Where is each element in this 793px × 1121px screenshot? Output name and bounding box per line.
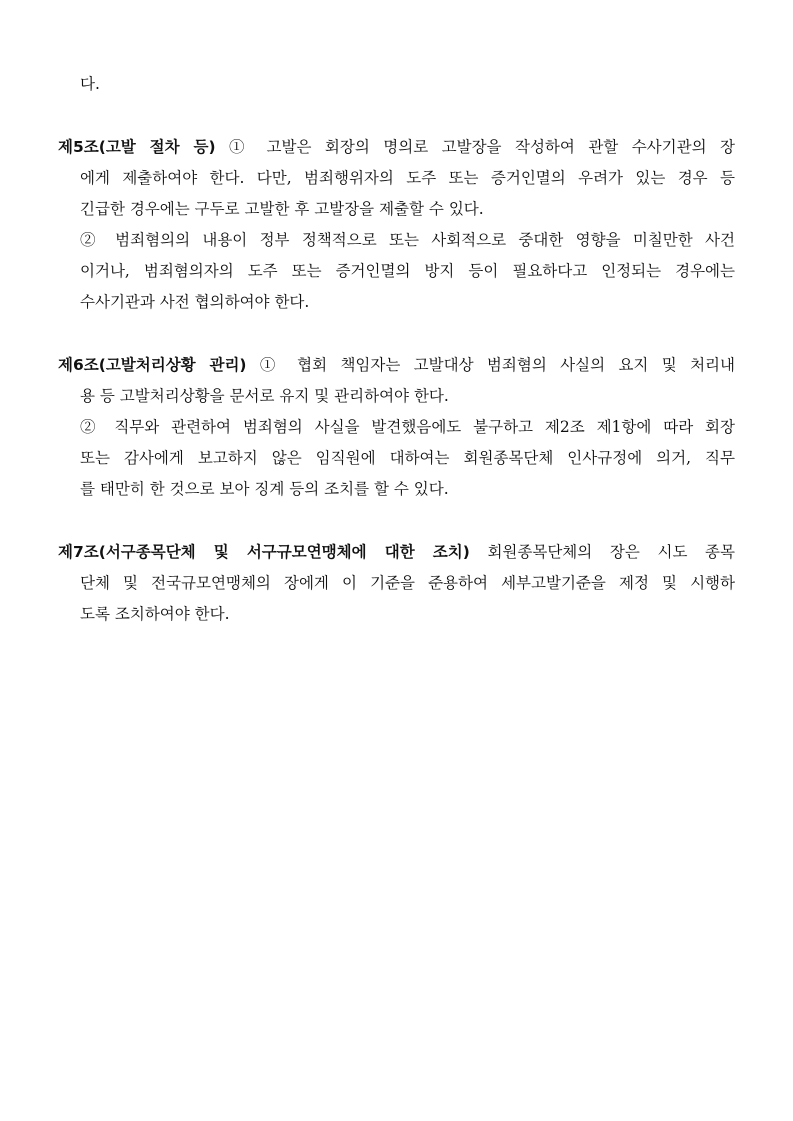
continuation-text: 다. [80, 75, 100, 93]
article6-line4: 또는 감사에게 보고하지 않은 임직원에 대하여는 회원종목단체 인사규정에 의거, 직무 [80, 449, 735, 467]
article7-line1 [58, 542, 735, 562]
article6-text1: ① 협회 책임자는 고발대상 범죄혐의 사실의 요지 및 처리내 [246, 356, 735, 374]
article6-line5: 를 태만히 한 것으로 보아 징계 등의 조치를 할 수 있다. [80, 480, 449, 498]
article5-heading: 제5조(고발 절차 등) [58, 138, 216, 156]
article7-line3: 도록 조치하여야 한다. [80, 605, 230, 623]
article6-line2: 용 등 고발처리상황을 문서로 유지 및 관리하여야 한다. [80, 387, 449, 405]
article6-heading: 제6조(고발처리상황 관리) [58, 356, 247, 374]
article7-heading: 제7조(서구종목단체 및 서구규모연맹체에 대한 조치) [58, 543, 470, 561]
article6-line3: ② 직무와 관련하여 범죄혐의 사실을 발견했음에도 불구하고 제2조 제1항에 따라 회장 [80, 418, 735, 436]
article5-line5: 이거나, 범죄혐의자의 도주 또는 증거인멸의 방지 등이 필요하다고 인정되는 경우에는 [80, 262, 735, 280]
article5-line6: 수사기관과 사전 협의하여야 한다. [80, 293, 310, 311]
article5-text1: ① 고발은 회장의 명의로 고발장을 작성하여 관할 수사기관의 장 [215, 138, 736, 156]
article5-line3: 긴급한 경우에는 구두로 고발한 후 고발장을 제출할 수 있다. [80, 200, 484, 218]
article6-line1 [58, 355, 735, 375]
article7-line2: 단체 및 전국규모연맹체의 장에게 이 기준을 준용하여 세부고발기준을 제정 및 시행하 [80, 574, 735, 592]
article5-line2: 에게 제출하여야 한다. 다만, 범죄행위자의 도주 또는 증거인멸의 우려가 있는 경우 등 [80, 169, 735, 187]
article7-text1: 회원종목단체의 장은 시도 종목 [469, 543, 735, 561]
article5-line4: ② 범죄혐의의 내용이 정부 정책적으로 또는 사회적으로 중대한 영향을 미칠만한 사건 [80, 231, 735, 249]
article5-line1 [58, 137, 735, 157]
